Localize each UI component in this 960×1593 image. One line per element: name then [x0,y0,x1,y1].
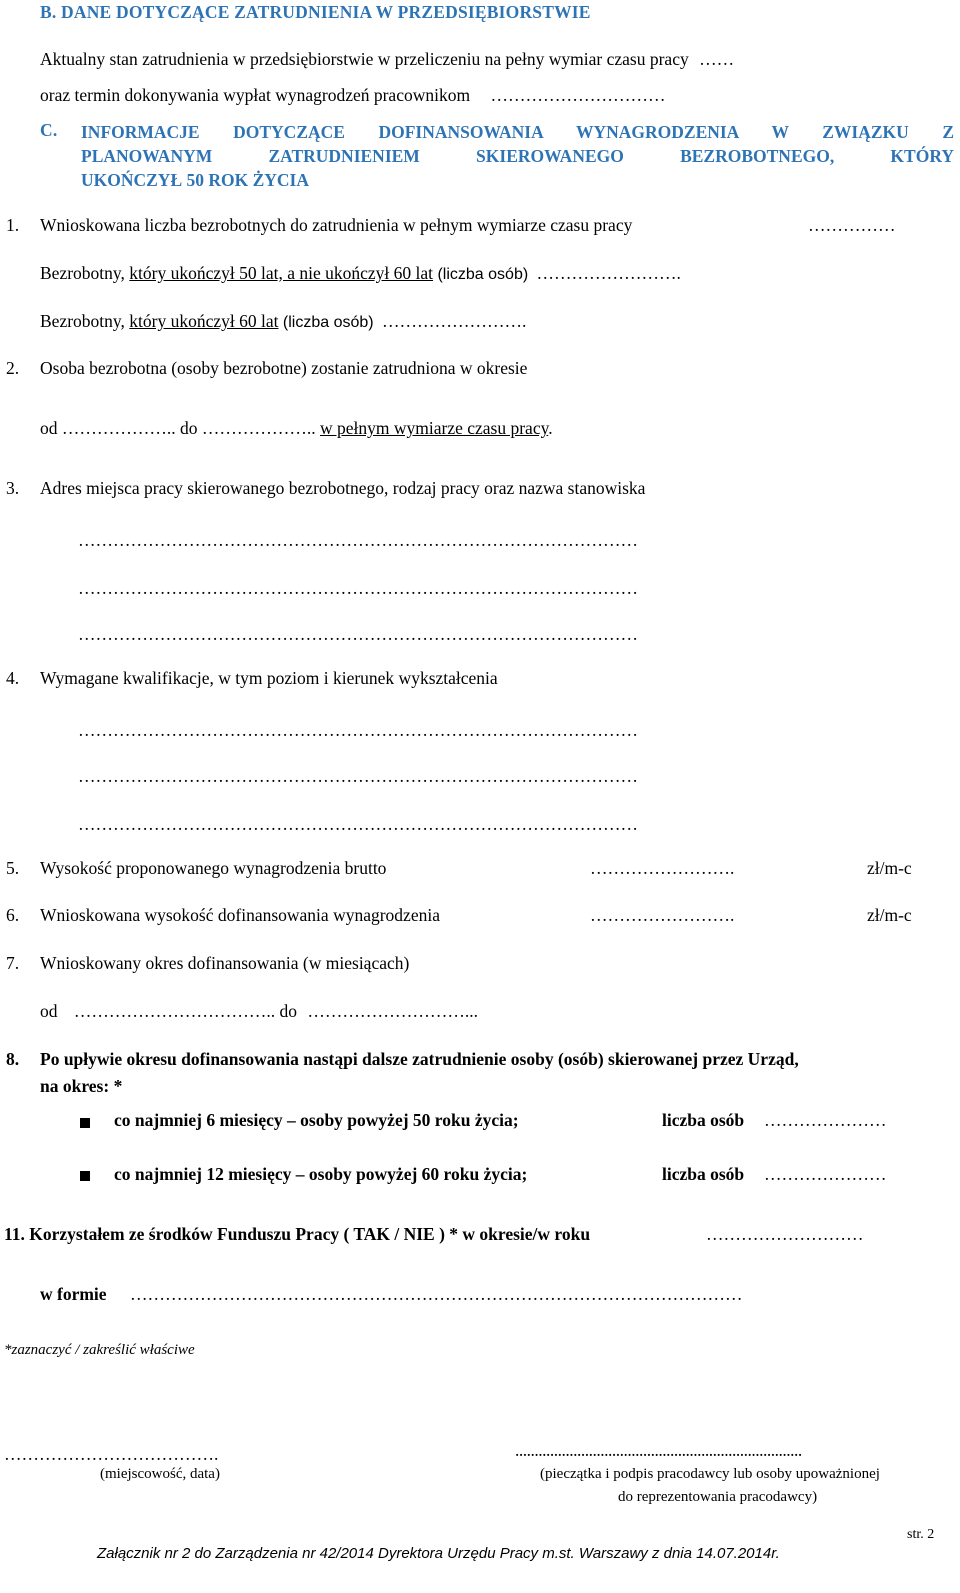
item-4-field-1[interactable]: …………………………………………………………………………………… [78,720,638,740]
item-6-number: 6. [6,905,20,925]
item-7-label: Wnioskowany okres dofinansowania (w miesiącach) [40,953,410,973]
section-c-heading-line3: UKOŃCZYŁ 50 ROK ŻYCIA [81,170,310,190]
item-2-full-time: w pełnym wymiarze czasu pracy [320,418,549,438]
item-7-period-line [40,1001,478,1022]
item-8-bullet-1-count-label: liczba osób [662,1110,745,1130]
item-1-sub1-suffix: (liczba osób) [433,266,529,283]
item-11-label: 11. Korzystałem ze środków Funduszu Pracy ( TAK / NIE ) * w okresie/w roku [4,1224,591,1244]
item-7-do-field[interactable]: ………………………... [307,1001,478,1021]
item-11-form-field[interactable]: …………………………………………………………………………………………… [130,1284,743,1304]
item-2-label: Osoba bezrobotna (osoby bezrobotne) zostanie zatrudniona w okresie [40,358,528,378]
item-8-bullet-2-marker [80,1165,90,1186]
item-1-sub2-prefix: Bezrobotny, [40,311,130,331]
item-2-number: 2. [6,358,20,378]
section-c-prefix: C. [40,120,58,140]
item-11-period-field[interactable]: ……………………… [706,1224,864,1244]
item-8-bullet-1-text: co najmniej 6 miesięcy – osoby powyżej 50 roku życia; [114,1110,519,1130]
item-2-do-label: do [180,418,198,438]
item-1-sub-60 [40,311,526,332]
item-3-field-1[interactable]: …………………………………………………………………………………… [78,530,638,550]
page-number: str. 2 [907,1527,935,1542]
item-6-label: Wnioskowana wysokość dofinansowania wynagrodzenia [40,905,440,925]
section-c-heading-line1: INFORMACJE DOTYCZĄCE DOFINANSOWANIA WYNAGRODZENIA W ZWIĄZKU Z [81,122,954,142]
item-8-bullet-2-count-label: liczba osób [662,1164,745,1184]
item-2-period: . [548,418,553,438]
item-8-bullet-2-count-field[interactable]: ………………… [764,1164,887,1184]
item-1-sub1-underlined: który ukończył 50 lat, a nie ukończył 60 lat [129,263,434,283]
signature-caption-line1: (pieczątka i podpis pracodawcy lub osoby upoważnionej [540,1466,880,1482]
item-2-period-line [40,418,553,439]
place-date-caption: (miejscowość, data) [100,1466,220,1482]
item-2-od-field[interactable]: ……………….. [61,418,176,438]
section-c-heading [81,120,954,192]
item-7-do-label: do [279,1001,297,1021]
item-1-sub1-prefix: Bezrobotny, [40,263,130,283]
item-8-label: Po upływie okresu dofinansowania nastąpi dalsze zatrudnienie osoby (osób) skierowanej przez Urząd, [40,1049,799,1069]
item-1-sub2-underlined: który ukończył 60 lat [129,311,279,331]
item-1-field[interactable]: …………… [808,215,896,235]
item-5-field[interactable]: ……………………. [590,858,735,878]
payment-date-field[interactable]: ………………………… [490,85,666,105]
employment-state-label: Aktualny stan zatrudnienia w przedsiębiorstwie w przeliczeniu na pełny wymiar czasu pracy [40,49,689,69]
item-5-unit: zł/m-c [867,858,912,878]
signature-field[interactable]: .......................................................................... [515,1440,802,1460]
item-7-od-field[interactable]: …………………………….. [73,1001,276,1021]
section-c-heading-line2: PLANOWANYM ZATRUDNIENIEM SKIEROWANEGO BEZROBOTNEGO, KTÓRY [81,146,954,166]
item-3-field-2[interactable]: …………………………………………………………………………………… [78,578,638,598]
item-8-bullet-1-count-field[interactable]: ………………… [764,1110,887,1130]
item-8-number: 8. [6,1049,20,1069]
item-3-label: Adres miejsca pracy skierowanego bezrobotnego, rodzaj pracy oraz nazwa stanowiska [40,478,646,498]
item-6-field[interactable]: ……………………. [590,905,735,925]
item-2-do-field[interactable]: ……………….. [201,418,316,438]
payment-date-line [40,85,665,106]
item-1-label: Wnioskowana liczba bezrobotnych do zatrudnienia w pełnym wymiarze czasu pracy [40,215,633,235]
place-date-field[interactable]: ………………………………. [4,1444,219,1464]
item-8-label-cont: na okres: * [40,1076,123,1096]
item-5-number: 5. [6,858,20,878]
item-4-label: Wymagane kwalifikacje, w tym poziom i kierunek wykształcenia [40,668,498,688]
item-8-bullet-1-marker [80,1112,90,1133]
item-4-field-3[interactable]: …………………………………………………………………………………… [78,814,638,834]
item-5-label: Wysokość proponowanego wynagrodzenia brutto [40,858,387,878]
item-11-form-label: w formie [40,1284,107,1304]
item-1-number: 1. [6,215,20,235]
item-2-od-label: od [40,418,58,438]
employment-state-field[interactable]: …… [699,49,735,69]
section-b-heading: B. DANE DOTYCZĄCE ZATRUDNIENIA W PRZEDSIĘBIORSTWIE [40,2,591,22]
item-3-number: 3. [6,478,20,498]
employment-state-line [40,49,930,70]
payment-date-label: oraz termin dokonywania wypłat wynagrodzeń pracownikom [40,85,471,105]
item-3-field-3[interactable]: …………………………………………………………………………………… [78,624,638,644]
document-footer: Załącznik nr 2 do Zarządzenia nr 42/2014 Dyrektora Urzędu Pracy m.st. Warszawy z dnia 14.07.2014r. [97,1545,780,1562]
item-4-number: 4. [6,668,20,688]
item-1-sub2-suffix: (liczba osób) [278,314,374,331]
signature-caption-line2: do reprezentowania pracodawcy) [618,1489,818,1505]
item-6-unit: zł/m-c [867,905,912,925]
footnote: *zaznaczyć / zakreślić właściwe [4,1342,195,1358]
item-7-od-label: od [40,1001,58,1021]
item-1-sub2-field[interactable]: ……………………. [382,311,527,331]
item-8-bullet-2-text: co najmniej 12 miesięcy – osoby powyżej 60 roku życia; [114,1164,528,1184]
item-4-field-2[interactable]: …………………………………………………………………………………… [78,766,638,786]
item-1-sub-50-60 [40,263,681,284]
item-1-sub1-field[interactable]: ……………………. [536,263,681,283]
item-7-number: 7. [6,953,20,973]
